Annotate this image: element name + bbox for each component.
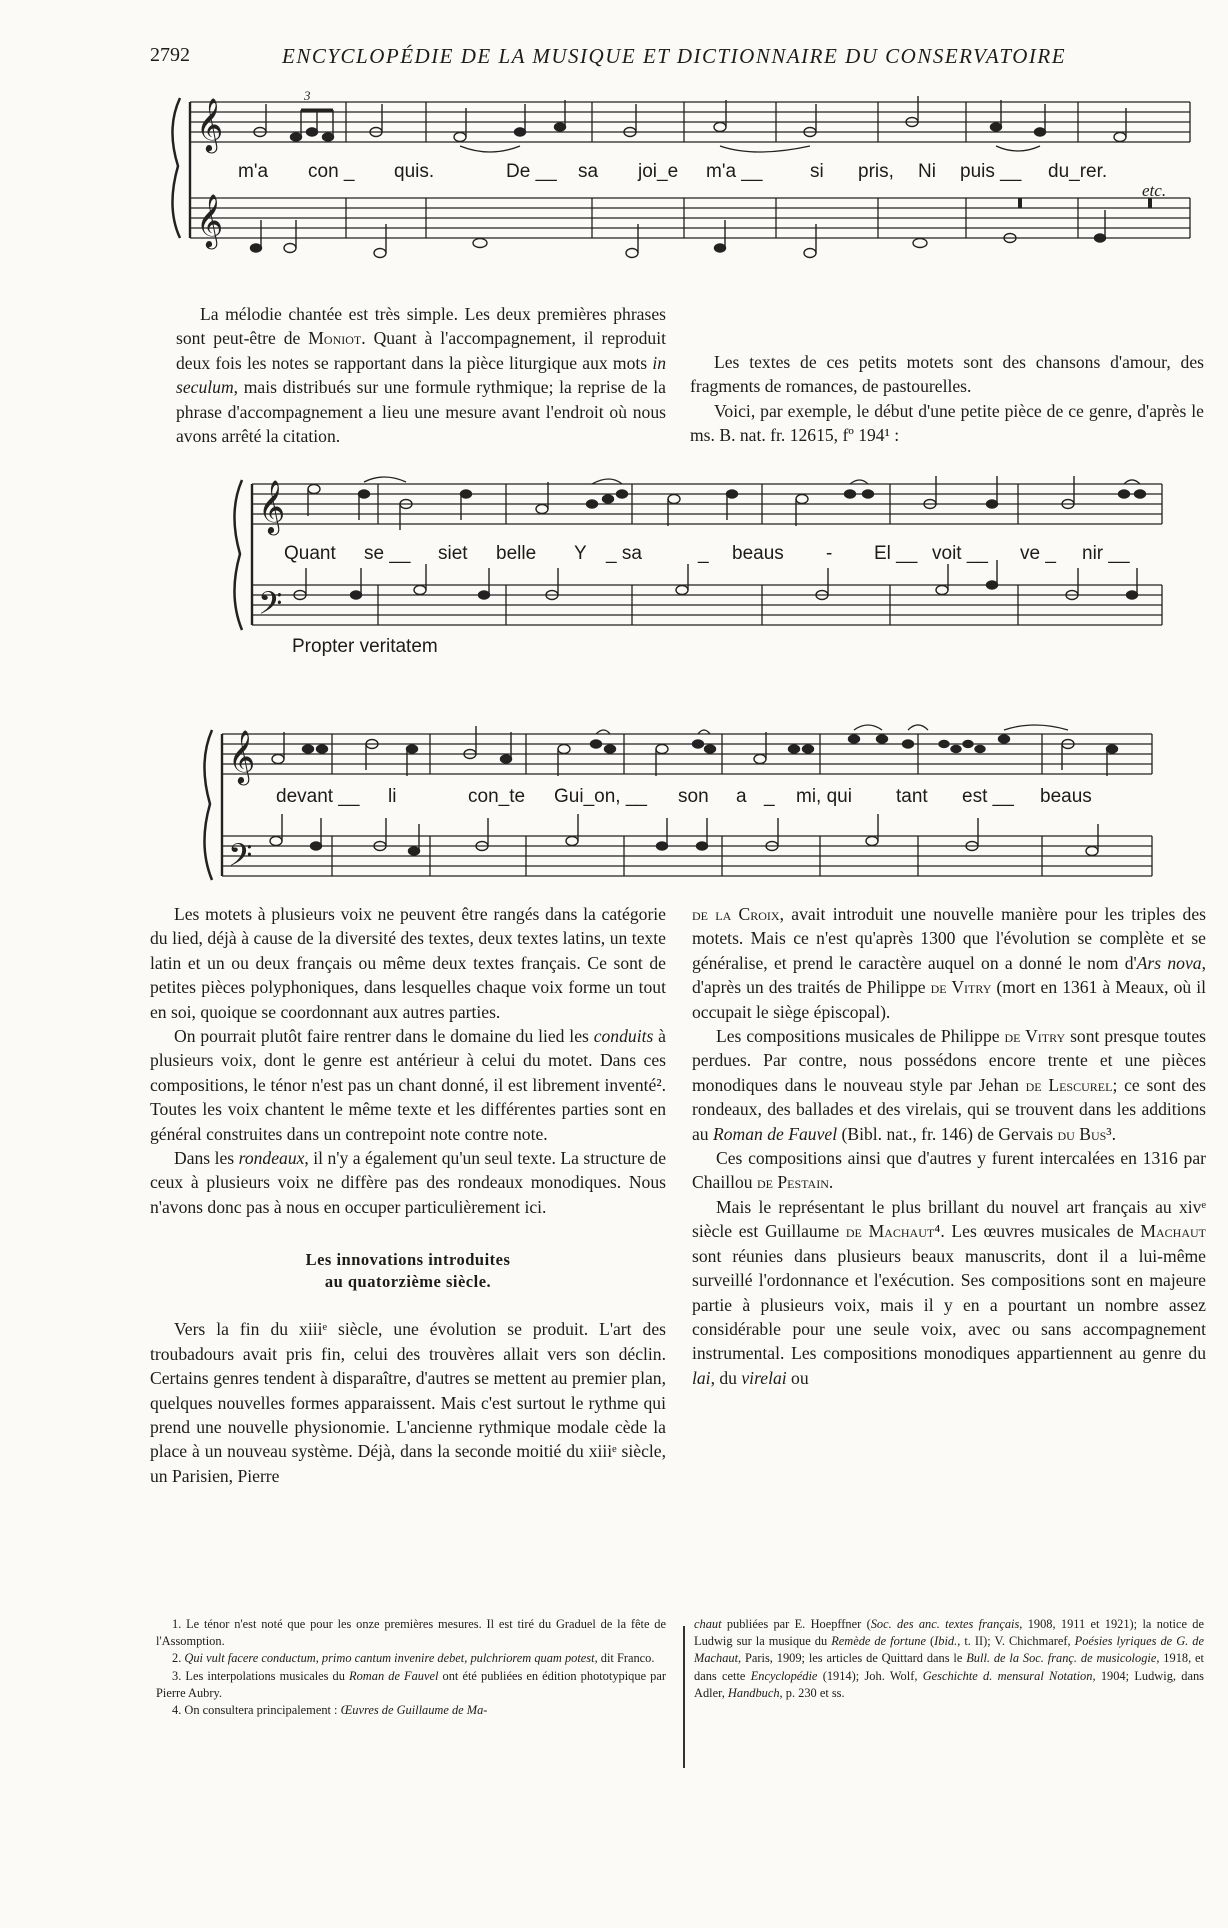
text-run: , t. II); V. Chichmaref, bbox=[957, 1634, 1075, 1649]
text-run: , il n'y a également qu'un seul texte. La structure de ceux à plusieurs voix ne diffère pas des rondeaux monodiques. Nous n'avons donc pas à nous en occuper particulièrement ici. bbox=[150, 1148, 667, 1217]
text-run: 4. On consultera principalement : bbox=[172, 1703, 341, 1718]
author-name: Machaut bbox=[1140, 1221, 1206, 1242]
text-run: , 1918, et dans cette bbox=[694, 1651, 1204, 1683]
text-run: , du bbox=[710, 1367, 742, 1388]
lyric-syllable: Ni bbox=[918, 161, 936, 182]
paragraph bbox=[150, 1024, 666, 1146]
heading-line: au quatorzième siècle. bbox=[324, 1272, 492, 1292]
svg-text:𝄢: 𝄢 bbox=[228, 837, 253, 881]
lyric-syllable: El __ bbox=[874, 543, 918, 564]
author-name: de Vitry bbox=[1004, 1026, 1066, 1047]
text-run: Vers la fin du xiiiᵉ siècle, une évolution se produit. L'art des troubadours avait pris fin, celui des trouvères allait vers son déclin. Certains genres tendent à disparaître, d'autres se mettent au premier plan, quelques nouvelles formes apparaissent. Mais c'est surtout le rythme qui prend une nouvelle physionomie. L'ancienne rythmique modale cède la place à un nouveau système. Déjà, dans la seconde moitié du xiiiᵉ siècle, un Parisien, Pierre bbox=[150, 1319, 666, 1486]
svg-text:𝄢: 𝄢 bbox=[258, 585, 283, 629]
italic-title: Soc. des anc. textes français bbox=[870, 1617, 1020, 1631]
running-header bbox=[150, 44, 1190, 70]
score-3-lyrics bbox=[276, 786, 1092, 807]
lyric-syllable: si bbox=[810, 161, 824, 182]
text-run: , p. 230 et ss. bbox=[779, 1685, 845, 1700]
italic-title: Poésies lyriques de G. de Machaut bbox=[694, 1634, 1204, 1666]
author-name: de Lescurel bbox=[1025, 1074, 1113, 1095]
paragraph: Les textes de ces petits motets sont des chansons d'amour, des fragments de romances, de pastourelles. bbox=[690, 352, 1204, 397]
score-1-lyrics bbox=[238, 161, 1107, 182]
text-run: . bbox=[828, 1172, 834, 1193]
column-divider bbox=[683, 1626, 685, 1768]
paragraph-continued bbox=[692, 902, 1206, 1024]
music-example-1 bbox=[160, 88, 1200, 278]
page-number: 2792 bbox=[150, 44, 190, 66]
lyric-syllable: beaus bbox=[1040, 786, 1092, 807]
lyric-syllable: se __ bbox=[364, 543, 411, 564]
text-run: ⁴. Les œuvres musicales de bbox=[934, 1221, 1141, 1242]
latin-quote: Qui vult facere conductum, primo cantum invenire debet, pulchriorem quam potest bbox=[184, 1651, 595, 1666]
author-name: Moniot bbox=[308, 328, 362, 349]
italic-term: rondeaux bbox=[238, 1148, 305, 1169]
text-run: , dit Franco. bbox=[594, 1651, 655, 1666]
paragraph bbox=[692, 1024, 1206, 1146]
italic-title: Bull. de la Soc. franç. de musicologie bbox=[966, 1651, 1157, 1666]
text-run: (1914); Joh. Wolf, bbox=[817, 1668, 923, 1683]
text-run: (mort en 1361 à Meaux, où il occupait le siège épiscopal). bbox=[692, 977, 1206, 1022]
latin-words: in seculum bbox=[176, 352, 666, 398]
score-3-svg bbox=[192, 700, 1162, 882]
text-run: à plusieurs voix, dont le genre est antérieur à celui du motet. Dans ces compositions, le ténor n'est pas un chant donné, il est librement inventé². Toutes les voix chantent le même texte et les différentes parties sont en général construites dans un contrepoint note contre note. bbox=[150, 1026, 666, 1144]
lyric-syllable: a bbox=[736, 786, 747, 807]
heading-line: Les innovations introduites bbox=[305, 1250, 511, 1270]
lyric-syllable: Quant bbox=[284, 543, 336, 564]
italic-term: conduits bbox=[593, 1026, 654, 1047]
paragraph: Voici, par exemple, le début d'une petite pièce de ce genre, d'après le ms. B. nat. fr. 12615, fº 194¹ : bbox=[690, 400, 1204, 446]
lyric-syllable: ve _ bbox=[1020, 543, 1056, 564]
lyric-syllable: tant bbox=[896, 786, 928, 807]
lyric-syllable: pris, bbox=[858, 161, 894, 182]
italic-term: virelai bbox=[741, 1367, 787, 1388]
score-1-svg bbox=[160, 88, 1200, 278]
italic-term: Roman de Fauvel bbox=[713, 1123, 838, 1144]
lyric-syllable: nir __ bbox=[1082, 543, 1130, 564]
footnote-4-continued bbox=[694, 1616, 1204, 1702]
italic-title: Geschichte d. mensural Notation bbox=[922, 1668, 1093, 1683]
svg-text:𝄞: 𝄞 bbox=[196, 97, 224, 151]
lyric-syllable: li bbox=[388, 786, 397, 807]
text-run: 2. bbox=[172, 1651, 185, 1666]
svg-text:𝄞: 𝄞 bbox=[258, 479, 286, 533]
italic-title: Remède de fortune bbox=[831, 1634, 926, 1649]
etc-marking: etc. bbox=[1142, 181, 1167, 200]
text-run: . Quant à l'accompagnement, il reproduit deux fois les notes se rapportant dans la pièce liturgique aux mots bbox=[176, 328, 666, 373]
footnote-1: 1. Le ténor n'est noté que pour les onze premières mesures. Il est tiré du Graduel de la fête de l'Assomption. bbox=[156, 1617, 666, 1649]
text-run: publiées par E. Hoepffner ( bbox=[721, 1617, 871, 1631]
italic-title: Roman de Fauvel bbox=[349, 1668, 439, 1683]
text-run: ³. bbox=[1106, 1123, 1116, 1144]
running-title: ENCYCLOPÉDIE DE LA MUSIQUE ET DICTIONNAIRE DU CONSERVATOIRE bbox=[282, 44, 1067, 68]
score-2-lyrics bbox=[284, 543, 1130, 564]
author-name: de Machaut bbox=[845, 1221, 935, 1242]
text-run: 3. Les interpolations musicales du bbox=[172, 1668, 350, 1683]
text-run: Ces compositions ainsi que d'autres y furent intercalées en 1316 par Chaillou bbox=[692, 1148, 1206, 1193]
text-run: La mélodie chantée est très simple. Les deux premières phrases sont peut-être de bbox=[176, 304, 666, 349]
svg-text:𝄞: 𝄞 bbox=[228, 729, 256, 783]
column-right-lower bbox=[692, 902, 1206, 1390]
lyric-syllable: m'a bbox=[238, 161, 269, 182]
text-run: Les compositions musicales de Philippe bbox=[716, 1026, 1005, 1047]
paragraph: Les motets à plusieurs voix ne peuvent être rangés dans la catégorie du lied, déjà à cause de la diversité des textes, deux textes latins, un texte latin et un ou deux français ou même deux textes français. Ce sont de petites pièces polyphoniques, dans lesquelles chaque voix forme un tout en soi, quoique se coordonnant aux autres parties. bbox=[150, 904, 666, 1022]
lyric-syllable: belle bbox=[496, 543, 537, 564]
text-run: , avait introduit une nouvelle manière pour les triples des motets. Mais ce n'est qu'après 1300 que l'évolution se complète et se généralise, et prend le caractère auquel on a donné le nom d' bbox=[692, 904, 1207, 973]
text-run: Dans les bbox=[174, 1148, 239, 1169]
lyric-syllable: _ bbox=[698, 543, 709, 564]
lyric-syllable: beaus bbox=[732, 543, 784, 564]
text-run: Mais le représentant le plus brillant du nouvel art français au xivᵉ siècle est Guillaume bbox=[692, 1196, 1206, 1242]
paragraph bbox=[150, 1317, 666, 1488]
lyric-syllable: son bbox=[678, 786, 709, 807]
lyric-syllable: mi, qui bbox=[796, 786, 852, 807]
text-run: sont réunies dans plusieurs beaux manuscrits, dont il a lui-même surveillé l'ordonnance et l'exécution. Ses compositions sont en majeure partie à plusieurs voix, mais il y en a pourtant un nombre assez considérable pour une seule voix, avec ou sans accompagnement instrumental. Les compositions monodiques appartiennent au genre du bbox=[692, 1245, 1206, 1364]
italic-title: Handbuch bbox=[727, 1685, 780, 1700]
lyric-syllable: quis. bbox=[394, 161, 435, 182]
lyric-syllable: Gui_on, __ bbox=[554, 786, 647, 807]
lyric-syllable: joi_e bbox=[638, 161, 679, 182]
text-run: , 1908, 1911 et 1921); la notice de Ludwig sur la musique du bbox=[694, 1617, 1204, 1649]
lyric-syllable: con _ bbox=[308, 161, 355, 182]
paragraph bbox=[692, 1195, 1206, 1390]
footnotes-right bbox=[694, 1616, 1204, 1702]
text-run: ( bbox=[925, 1634, 935, 1649]
lyric-syllable: m'a __ bbox=[706, 161, 763, 182]
music-example-3 bbox=[192, 700, 1162, 882]
paragraph bbox=[150, 1146, 666, 1219]
column-left-lower bbox=[150, 902, 666, 1488]
text-run: , d'après un des traités de Philippe bbox=[692, 952, 1206, 998]
lyric-syllable: devant __ bbox=[276, 786, 360, 807]
lyric-syllable: sa bbox=[578, 161, 599, 182]
lyric-syllable: Y bbox=[574, 543, 587, 564]
author-name: de Vitry bbox=[930, 977, 992, 998]
score-2-svg bbox=[222, 470, 1172, 660]
text-run: ; ce sont des rondeaux, des ballades et des virelais, qui se trouvent dans les additions au bbox=[692, 1074, 1207, 1144]
text-run: , Paris, 1909; les articles de Quittard dans le bbox=[738, 1651, 967, 1666]
text-run: , 1904; Ludwig, dans Adler, bbox=[694, 1668, 1204, 1700]
lyric-syllable: _ sa bbox=[606, 543, 642, 564]
tenor-label: Propter veritatem bbox=[292, 636, 438, 657]
text-run: sont presque toutes perdues. Par contre, nous possédons encore trente et une pièces monodiques dans le nouveau style par Jehan bbox=[692, 1026, 1206, 1095]
text-run: , mais distribués sur une formule rythmique; la reprise de la phrase d'accompagnement a lieu une mesure avant l'endroit où nous avons arrêté la citation. bbox=[176, 377, 666, 447]
text-run: On pourrait plutôt faire rentrer dans le domaine du lied les bbox=[174, 1026, 594, 1047]
lyric-syllable: du_rer. bbox=[1048, 161, 1108, 182]
lyric-syllable: siet bbox=[438, 543, 468, 564]
author-name: de Pestain bbox=[757, 1172, 829, 1193]
column-left-upper bbox=[176, 302, 666, 448]
lyric-syllable: est __ bbox=[962, 786, 1014, 807]
lyric-syllable: _ bbox=[764, 786, 775, 807]
lyric-syllable: con_te bbox=[468, 786, 526, 807]
text-run: ont été publiées en édition phototypique par Pierre Aubry. bbox=[156, 1668, 666, 1700]
italic-title: chaut bbox=[694, 1617, 722, 1631]
lyric-syllable: - bbox=[826, 543, 833, 564]
paragraph bbox=[692, 1146, 1206, 1195]
author-name: du Bus bbox=[1057, 1123, 1107, 1144]
footnote-3 bbox=[156, 1668, 666, 1702]
italic-title: Ibid. bbox=[934, 1634, 958, 1649]
italic-title: Œuvres de Guillaume de Ma- bbox=[340, 1703, 488, 1718]
section-heading bbox=[150, 1249, 666, 1293]
music-example-2 bbox=[222, 470, 1172, 660]
lyric-syllable: voit __ bbox=[932, 543, 988, 564]
text-run: ou bbox=[786, 1367, 809, 1388]
svg-text:𝄞: 𝄞 bbox=[196, 193, 224, 247]
italic-term: lai bbox=[692, 1367, 711, 1388]
italic-term: Ars nova bbox=[1136, 952, 1202, 973]
triplet-mark: 3 bbox=[304, 88, 311, 103]
author-name: de la Croix bbox=[692, 904, 780, 924]
footnote-2 bbox=[156, 1650, 666, 1667]
italic-title: Encyclopédie bbox=[750, 1668, 818, 1683]
text-run: (Bibl. nat., fr. 146) de Gervais bbox=[837, 1123, 1058, 1144]
lyric-syllable: De __ bbox=[506, 161, 557, 182]
column-right-upper bbox=[690, 302, 1204, 448]
footnotes-left bbox=[156, 1616, 666, 1719]
lyric-syllable: puis __ bbox=[960, 161, 1022, 182]
footnote-4 bbox=[156, 1702, 666, 1719]
paragraph bbox=[176, 302, 666, 448]
